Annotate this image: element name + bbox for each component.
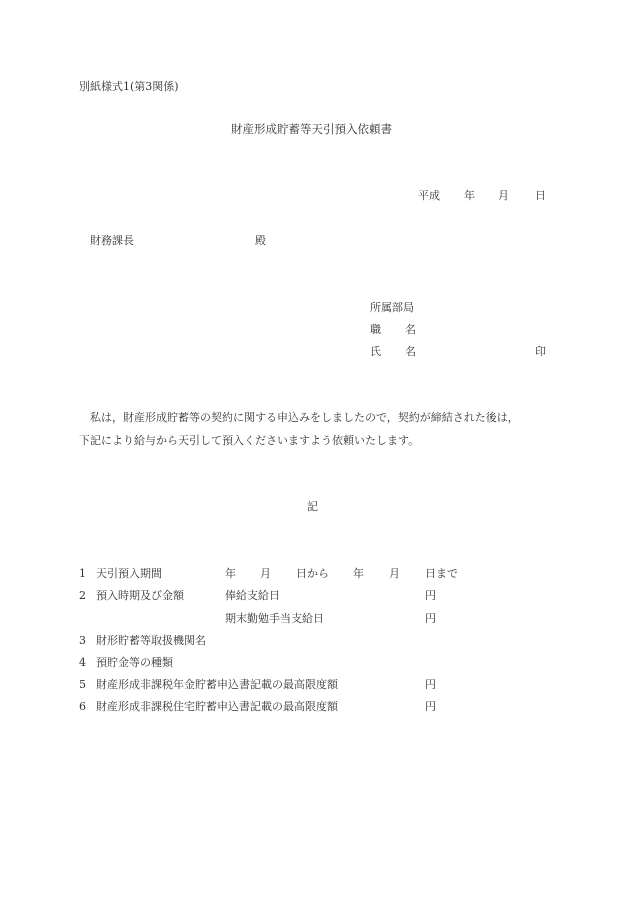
seal-mark: 印: [535, 345, 546, 358]
item-number: 3: [79, 634, 86, 647]
end-day: 日まで: [425, 567, 458, 580]
item-label: 預貯金等の種類: [96, 656, 173, 669]
item-label: 財産形成非課税住宅貯蓄申込書記載の最高限度額: [96, 700, 338, 713]
item-number: 6: [79, 700, 86, 713]
start-day: 日から: [296, 567, 329, 580]
item-number: 2: [79, 589, 86, 602]
body-line-1: 私は，財産形成貯蓄等の契約に関する申込みをしましたので，契約が締結された後は，: [90, 411, 519, 424]
addressee-name: 財務課長: [90, 234, 134, 247]
item-number: 5: [79, 678, 86, 691]
body-line-2: 下記により給与から天引して預入くださいますよう依頼いたします。: [79, 434, 420, 447]
bonus-day-label: 期末勤勉手当支給日: [225, 612, 324, 625]
form-label: 別紙様式1(第3関係): [79, 80, 179, 93]
addressee-honorific: 殿: [255, 234, 266, 247]
document-title: 財産形成貯蓄等天引預入依頼書: [231, 122, 392, 136]
end-year: 年: [353, 567, 364, 580]
ki-heading: 記: [307, 500, 318, 513]
item-label: 天引預入期間: [96, 567, 162, 580]
item-number: 1: [79, 567, 86, 580]
item-label: 預入時期及び金額: [96, 589, 184, 602]
item-label: 財形貯蓄等取扱機関名: [96, 634, 206, 647]
start-year: 年: [225, 567, 236, 580]
date-era: 平成: [418, 189, 440, 202]
end-month: 月: [389, 567, 400, 580]
item-number: 4: [79, 656, 86, 669]
department-label: 所属部局: [370, 301, 414, 314]
salary-day-label: 俸給支給日: [225, 589, 280, 602]
position-label-2: 名: [405, 323, 416, 336]
yen-unit: 円: [425, 700, 436, 713]
date-month: 月: [498, 189, 509, 202]
position-label-1: 職: [370, 323, 381, 336]
yen-unit: 円: [425, 589, 436, 602]
yen-unit: 円: [425, 612, 436, 625]
name-label-1: 氏: [370, 345, 381, 358]
date-day: 日: [535, 189, 546, 202]
date-year: 年: [464, 189, 475, 202]
start-month: 月: [260, 567, 271, 580]
item-label: 財産形成非課税年金貯蓄申込書記載の最高限度額: [96, 678, 338, 691]
yen-unit: 円: [425, 678, 436, 691]
name-label-2: 名: [405, 345, 416, 358]
